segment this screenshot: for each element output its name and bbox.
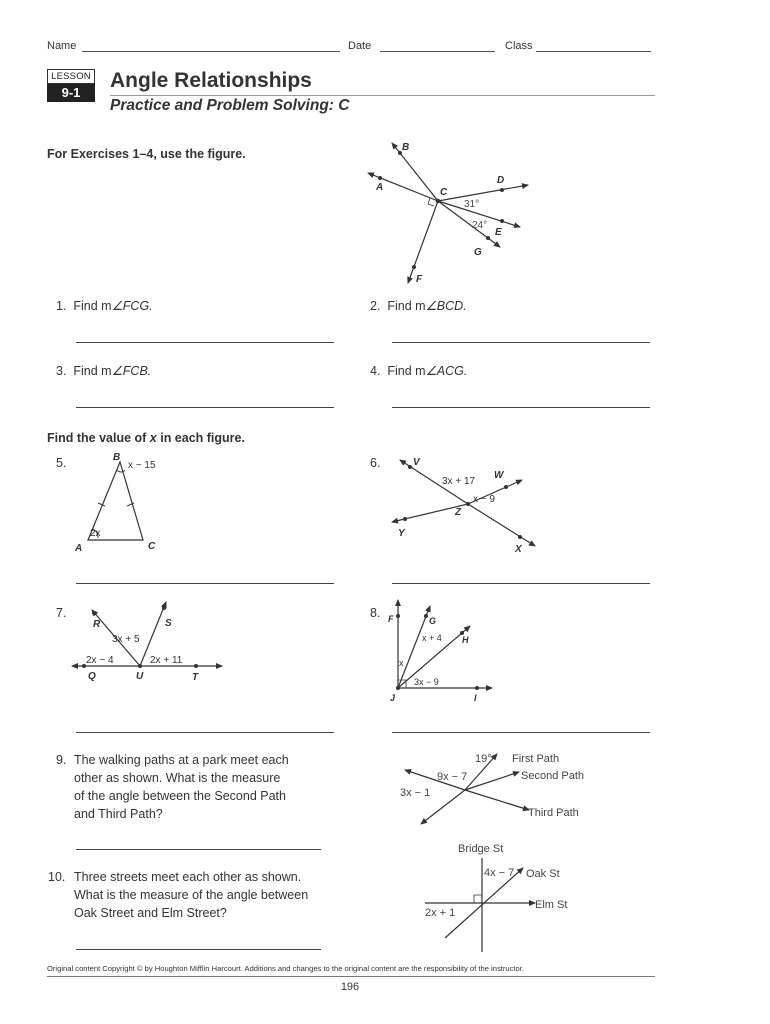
- answer-line-6[interactable]: [392, 583, 650, 584]
- p9-label-first-path: First Path: [512, 753, 560, 765]
- page-number: 196: [340, 981, 360, 993]
- answer-line-7[interactable]: [76, 732, 334, 733]
- p8-point-g: G: [429, 616, 437, 626]
- problem-9: 9. The walking paths at a park meet each other as shown. What is the measure of the angle between the Second Path and Third Path?: [56, 753, 289, 821]
- p7-label-2x-minus-4: 2x − 4: [86, 655, 114, 666]
- lesson-badge: [47, 69, 95, 102]
- figure-problem-8: [382, 596, 502, 706]
- p7-point-t: T: [192, 672, 199, 683]
- p9-label-second-path: Second Path: [521, 770, 584, 782]
- p6-point-w: W: [494, 470, 504, 481]
- p8-label-x: x: [399, 658, 404, 668]
- ray-cd: [438, 185, 528, 201]
- lesson-badge-label: LESSON: [47, 69, 95, 84]
- p8-label-3x-minus-9: 3x − 9: [414, 677, 439, 687]
- footer-rule: [47, 976, 655, 977]
- class-label: Class: [505, 40, 533, 52]
- find-x-instruction: Find the value of x in each figure.: [47, 431, 245, 445]
- title-rule: [110, 95, 655, 96]
- figure-problem-6: [380, 450, 550, 560]
- figure-problem-9: [395, 746, 595, 828]
- lesson-number: 9-1: [47, 84, 95, 102]
- answer-line-2[interactable]: [392, 342, 650, 343]
- answer-line-5[interactable]: [76, 583, 334, 584]
- answer-line-4[interactable]: [392, 407, 650, 408]
- p9-label-9x-minus-7: 9x − 7: [437, 771, 468, 783]
- answer-line-9[interactable]: [76, 849, 321, 850]
- p8-point-f: F: [388, 614, 394, 624]
- p5-point-c: C: [148, 541, 156, 552]
- p5-point-b: B: [113, 452, 121, 463]
- figure-problem-10: [415, 838, 595, 956]
- question-2: 2. Find m∠BCD.: [370, 299, 467, 313]
- answer-line-3[interactable]: [76, 407, 334, 408]
- problem-10-number: 10.: [48, 870, 66, 884]
- question-4: 4. Find m∠ACG.: [370, 364, 468, 378]
- point-c-label: C: [440, 187, 448, 198]
- p6-point-y: Y: [398, 528, 405, 539]
- footer-copyright: Original content Copyright © by Houghton Mifflin Harcourt. Additions and changes to the original content are the responsibility of the instructor.: [47, 964, 524, 973]
- angle-24-label: 24°: [472, 220, 488, 231]
- date-label: Date: [348, 40, 372, 52]
- p10-label-4x-minus-7: 4x − 7: [484, 867, 515, 879]
- question-1: 1. Find m∠FCG.: [56, 299, 153, 313]
- lesson-subtitle: Practice and Problem Solving: C: [110, 97, 350, 114]
- problem-6-number: 6.: [370, 456, 381, 470]
- p10-label-bridge-st: Bridge St: [458, 843, 504, 855]
- p10-label-2x-plus-1: 2x + 1: [425, 907, 456, 919]
- figure-exercises-1-4: [360, 135, 540, 290]
- point-b-label: B: [402, 142, 410, 153]
- p7-point-q: Q: [88, 671, 96, 682]
- p7-label-3x-plus-5: 3x + 5: [112, 634, 140, 645]
- p7-point-r: R: [93, 619, 101, 630]
- p8-point-i: I: [474, 693, 477, 703]
- answer-line-10[interactable]: [76, 949, 321, 950]
- p5-point-a: A: [75, 543, 83, 554]
- angle-31-label: 31°: [464, 199, 480, 210]
- point-d-label: D: [497, 175, 505, 186]
- p10-label-oak-st: Oak St: [526, 868, 560, 880]
- p6-point-v: V: [413, 457, 420, 468]
- problem-8-number: 8.: [370, 606, 381, 620]
- p8-point-j: J: [390, 693, 396, 703]
- problem-7-number: 7.: [56, 606, 67, 620]
- point-g-label: G: [474, 247, 482, 258]
- point-e-label: E: [495, 227, 502, 238]
- problem-10: 10. Three streets meet each other as shown. What is the measure of the angle between Oak Street and Elm Street?: [48, 870, 309, 920]
- exercises-1-4-instruction: For Exercises 1–4, use the figure.: [47, 147, 246, 161]
- p6-label-x-minus-9: x − 9: [473, 494, 495, 505]
- p9-label-3x-minus-1: 3x − 1: [400, 787, 431, 799]
- answer-line-1[interactable]: [76, 342, 334, 343]
- p10-label-elm-st: Elm St: [535, 899, 568, 911]
- name-label: Name: [47, 40, 77, 52]
- question-3: 3. Find m∠FCB.: [56, 364, 152, 378]
- class-field-line[interactable]: [536, 51, 651, 52]
- point-a-label: A: [376, 182, 384, 193]
- figure-problem-7: [66, 598, 226, 688]
- date-field-line[interactable]: [380, 51, 495, 52]
- p7-point-s: S: [165, 618, 172, 629]
- p8-label-x-plus-4: x + 4: [422, 633, 442, 643]
- ray-cf: [408, 201, 438, 283]
- figure-problem-5: [70, 448, 190, 558]
- lesson-title: Angle Relationships: [110, 69, 312, 92]
- p8-point-h: H: [462, 635, 469, 645]
- name-field-line[interactable]: [82, 51, 340, 52]
- problem-5-number: 5.: [56, 456, 67, 470]
- p6-point-z: Z: [455, 507, 462, 518]
- p5-label-2x: 2x: [90, 528, 101, 539]
- p6-point-x: X: [515, 544, 522, 555]
- point-f-label: F: [416, 274, 423, 285]
- p5-label-x-minus-15: x − 15: [128, 460, 156, 471]
- p9-label-third-path: Third Path: [528, 807, 579, 819]
- p7-label-2x-plus-11: 2x + 11: [150, 655, 183, 666]
- p6-label-3x-plus-17: 3x + 17: [442, 476, 476, 487]
- problem-9-number: 9.: [56, 753, 67, 767]
- p7-point-u: U: [136, 671, 144, 682]
- answer-line-8[interactable]: [392, 732, 650, 733]
- p9-label-19-degrees: 19°: [475, 753, 492, 765]
